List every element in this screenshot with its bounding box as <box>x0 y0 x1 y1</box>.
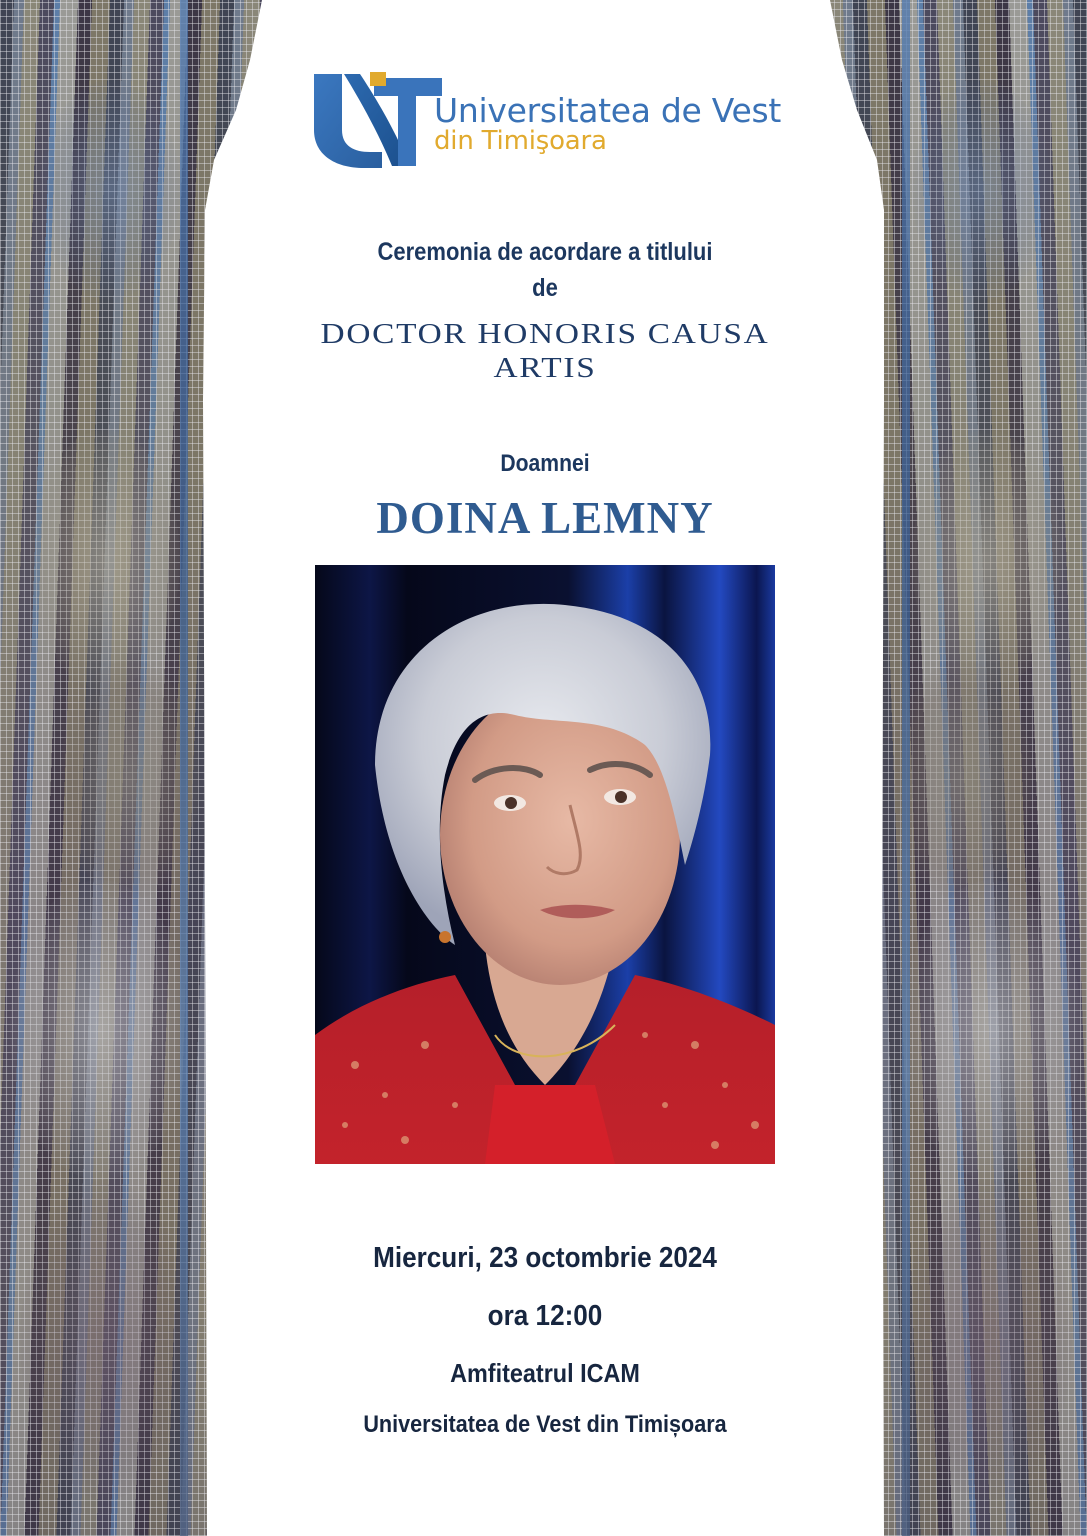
event-date: Miercuri, 23 octombrie 2024 <box>373 1242 717 1274</box>
portrait-photo <box>315 565 775 1164</box>
ceremony-heading-de: de <box>532 274 558 302</box>
title-artis: ARTIS <box>493 352 597 384</box>
mosaic-border-left <box>0 0 270 1536</box>
event-venue: Amfiteatrul ICAM <box>450 1358 640 1388</box>
uvt-logo-mark-icon <box>312 72 446 168</box>
portrait-illustration <box>315 565 775 1164</box>
honoree-name: DOINA LEMNY <box>376 493 714 543</box>
mosaic-figures <box>0 0 270 1536</box>
mosaic-figures <box>822 0 1087 1536</box>
event-time: ora 12:00 <box>487 1300 603 1332</box>
logo-wordmark <box>434 91 782 156</box>
ceremony-heading: Ceremonia de acordare a titlului <box>377 238 713 266</box>
university-logo <box>312 72 782 168</box>
salutation: Doamnei <box>500 450 590 477</box>
logo-university-name: Universitatea de Vest <box>434 91 782 130</box>
logo-city-name: din Timişoara <box>434 126 607 156</box>
mosaic-border-right <box>822 0 1087 1536</box>
title-doctor-honoris-causa: DOCTOR HONORIS CAUSA <box>320 318 770 350</box>
event-institution: Universitatea de Vest din Timișoara <box>363 1411 727 1438</box>
